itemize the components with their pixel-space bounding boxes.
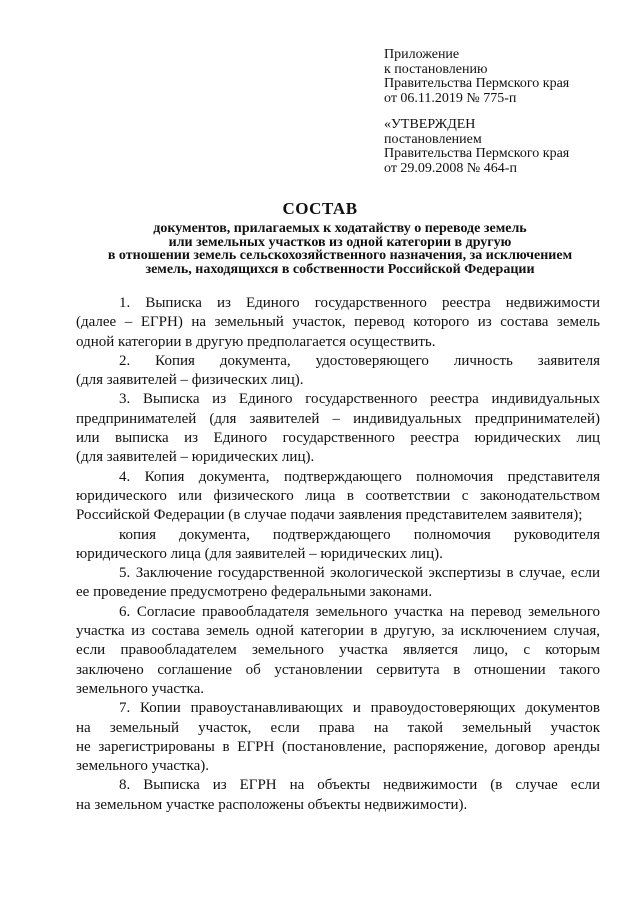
text-line: ее проведение предусмотрено федеральными законами. [76, 584, 433, 601]
approval-header [384, 118, 569, 176]
list-item-1 [76, 294, 600, 352]
document-subtitle [60, 222, 620, 276]
appendix-line: Правительства Пермского края [384, 76, 570, 91]
list-item-2 [76, 352, 600, 391]
appendix-line: к постановлению [384, 61, 488, 77]
list-item-8 [76, 776, 600, 815]
text-line: не зарегистрированы в ЕГРН (постановление, распоряжение, договор аренды [76, 738, 600, 755]
appendix-line: от 06.11.2019 № 775-п [384, 90, 517, 106]
text-line: на земельном участке расположены объекты недвижимости). [76, 796, 468, 813]
list-item-3 [76, 390, 600, 467]
subtitle-line: или земельных участков из одной категории в другую [168, 234, 512, 250]
text-line: 7. Копии правоустанавливающих и правоудостоверяющих документов [119, 700, 600, 717]
text-line: (для заявителей – юридических лиц). [76, 449, 315, 466]
text-line: 8. Выписка из ЕГРН на объекты недвижимости (в случае если [119, 777, 600, 794]
text-line: одной категории в другую предполагается осуществить. [76, 333, 436, 350]
list-item-4-continued [76, 526, 600, 565]
text-line: заключено соглашение об установлении сервитута в отношении такого [76, 661, 600, 678]
text-line: 1. Выписка из Единого государственного реестра недвижимости [119, 295, 600, 311]
text-line: предпринимателей (для заявителей – индивидуальных предпринимателей) [76, 410, 600, 427]
text-line: 2. Копия документа, удостоверяющего личность заявителя [119, 352, 600, 369]
approval-line: от 29.09.2008 № 464-п [384, 160, 517, 176]
text-line: юридического или физического лица в соответствии с законодательством [76, 487, 600, 504]
text-line: (далее – ЕГРН) на земельный участок, перевод которого из состава земель [76, 314, 600, 331]
text-line: 6. Согласие правообладателя земельного участка на перевод земельного [119, 603, 600, 620]
text-line: или выписка из Единого государственного реестра юридических лиц [76, 430, 600, 447]
text-line: 5. Заключение государственной экологической экспертизы в случае, если [119, 565, 600, 582]
list-item-4 [76, 468, 600, 526]
approval-line: Правительства Пермского края [384, 146, 570, 161]
list-item-5 [76, 564, 600, 603]
approval-line: «УТВЕРЖДЕН [384, 117, 476, 132]
approval-line: постановлением [384, 131, 482, 147]
text-line: 4. Копия документа, подтверждающего полномочия представителя [119, 468, 600, 485]
subtitle-line: в отношении земель сельскохозяйственного назначения, за исключением [107, 248, 573, 263]
text-line: 3. Выписка из Единого государственного реестра индивидуальных [119, 391, 600, 408]
subtitle-line: земель, находящихся в собственности Российской Федерации [145, 261, 535, 277]
list-item-6 [76, 603, 600, 699]
text-line: земельного участка). [76, 758, 209, 775]
text-line: земельного участка. [76, 680, 204, 697]
subtitle-line: документов, прилагаемых к ходатайству о переводе земель [153, 221, 527, 236]
text-line: на земельный участок, если права на такой земельный участок [76, 719, 600, 736]
list-item-7 [76, 699, 600, 776]
text-line: копия документа, подтверждающего полномочия руководителя [119, 526, 600, 543]
text-line: Российской Федерации (в случае подачи заявления представителем заявителя); [76, 507, 583, 524]
document-title: СОСТАВ [282, 199, 358, 218]
text-line: если правообладателем земельного участка является лицо, с которым [76, 642, 600, 659]
appendix-header [384, 48, 569, 106]
text-line: юридического лица (для заявителей – юридических лиц). [76, 545, 443, 562]
appendix-line: Приложение [384, 47, 460, 62]
document-body [76, 294, 600, 815]
text-line: участка из состава земель одной категории в другую, за исключением случая, [76, 623, 600, 640]
text-line: (для заявителей – физических лиц). [76, 372, 304, 389]
